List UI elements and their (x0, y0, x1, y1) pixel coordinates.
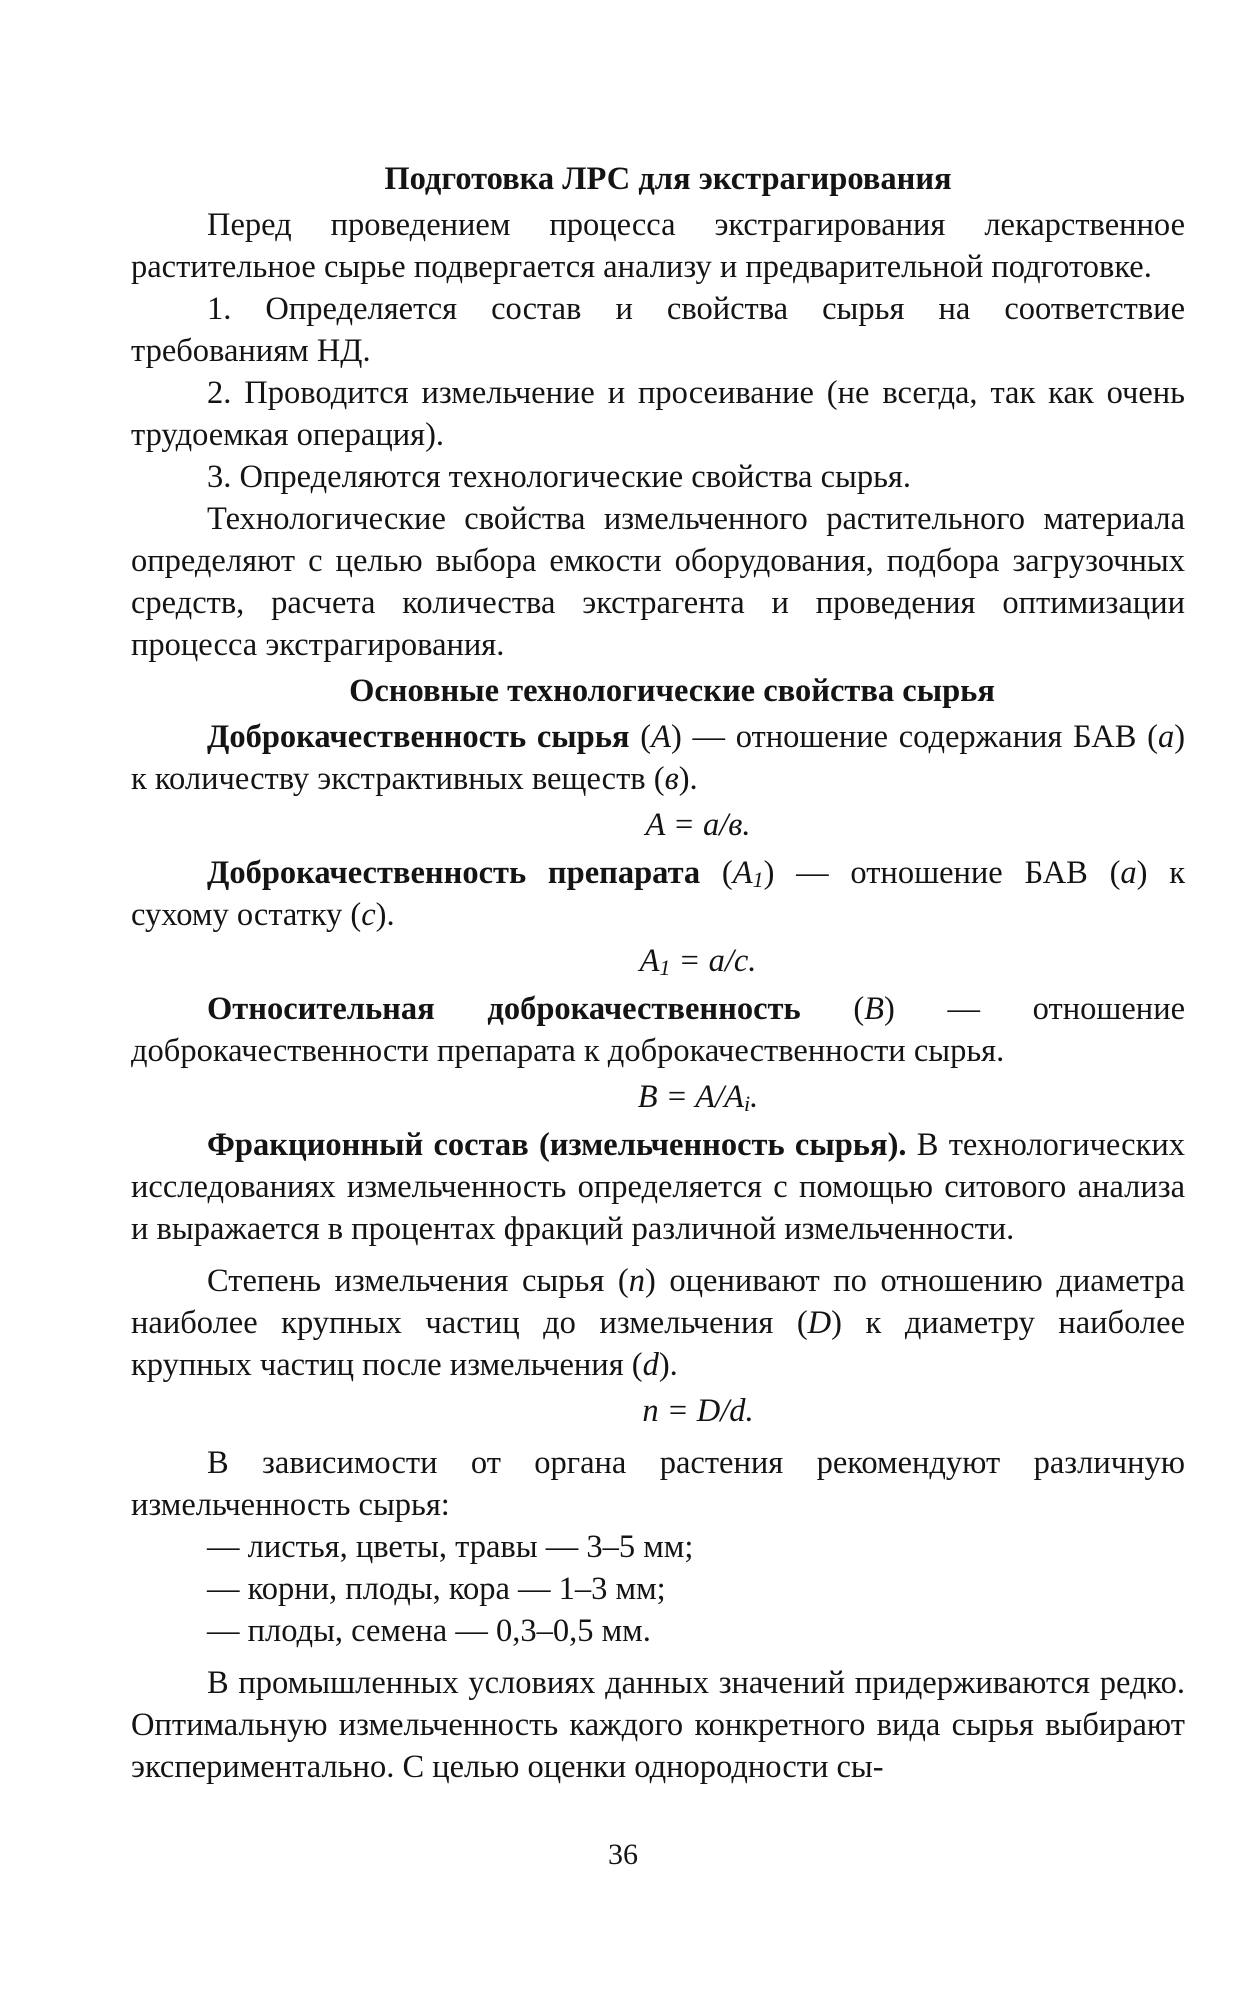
formula-part: B = A/A (637, 1079, 744, 1115)
page-content (131, 158, 1185, 1788)
paragraph-relative-quality: Относительная доброкачественность (B) — отношение доброкачественности препарата к доброкачественности сырья. (131, 991, 1186, 1069)
paragraph-prep-quality: Доброкачественность препарата $(A_1)$ — отношение БАВ (a) к сухому остатку (c). (131, 855, 1185, 933)
list-item-1: 1. Определяется состав и свойства сырья на соответствие требованиям НД. (131, 291, 1185, 369)
symbol-b: B (864, 991, 885, 1027)
text-part: Степень измельчения сырья ( (207, 1263, 629, 1299)
formula-relative-quality (131, 1076, 1185, 1118)
section-heading-preparation: Подготовка ЛРС для экстрагирования (384, 161, 952, 197)
symbol-subscript: 1 (752, 867, 764, 892)
var-b: в (664, 761, 679, 797)
page-number: 36 (608, 1838, 638, 1871)
paragraph-tech-properties: Технологические свойства измельченного растительного материала определяют с целью выбора емкости оборудования, подбора загрузочных средств, расчета количества экстрагента и проведения оптимизации процесса экстрагирования. (131, 501, 1185, 663)
text-part: ). (658, 1347, 678, 1383)
desc-part: ) к количеству экстрактивных веществ ( (131, 719, 1186, 797)
formula-part: . (750, 1079, 759, 1115)
paragraph-industrial: В промышленных условиях данных значений придерживаются редко. Оптимальную измельченность каждого конкретного вида сырья выбирают экспериментально. С целью оценки однородности сы- (131, 1665, 1185, 1785)
desc-part: — отношение содержания БАВ ( (692, 719, 1158, 755)
formula-part: = a/c. (670, 943, 757, 979)
symbol-letter: A (732, 855, 753, 891)
symbol-a: A (651, 719, 671, 755)
term-fraction: Фракционный состав (измельченность сырья). (207, 1127, 907, 1163)
var-D: D (807, 1305, 832, 1341)
var-a: a (1120, 855, 1137, 891)
formula-subscript: 1 (659, 955, 671, 980)
list-item-3: 3. Определяются технологические свойства сырья. (207, 459, 911, 495)
text-part: ) оценивают по отношению диаметра наиболее крупных частиц до измельчения ( (131, 1263, 1185, 1341)
var-n: n (628, 1263, 645, 1299)
formula-part: A (639, 943, 660, 979)
text-part: ) к диаметру наиболее крупных частиц после измельчения ( (131, 1305, 1185, 1383)
var-c: c (361, 897, 376, 933)
list-item: — листья, цветы, травы — 3–5 мм; (207, 1529, 694, 1565)
formula-subscript: i (743, 1091, 751, 1116)
symbol-a1 (733, 855, 764, 891)
list-item: — плоды, семена — 0,3–0,5 мм. (207, 1613, 651, 1649)
term-prep-quality: Доброкачественность препарата (207, 855, 701, 891)
desc-part: В технологических исследованиях измельченность определяется с помощью ситового анализа и выражается в процентах фракций различной измельченности. (131, 1127, 1186, 1247)
desc-part: — отношение БАВ ( (796, 855, 1121, 891)
term-relative-quality: Относительная доброкачественность (207, 991, 801, 1027)
desc-part: ). (678, 761, 698, 797)
paragraph-dependency: В зависимости от органа растения рекомендуют различную измельченность сырья: (131, 1445, 1185, 1523)
desc-part: ) к сухому остатку ( (131, 855, 1185, 933)
var-a: a (1157, 719, 1175, 755)
section-heading-properties: Основные технологические свойства сырья (349, 673, 995, 709)
desc-part: — отношение доброкачественности препарата к доброкачественности сырья. (131, 991, 1186, 1069)
formula-grinding-degree: n = D/d. (642, 1393, 754, 1429)
var-d: d (642, 1347, 659, 1383)
list-item-2: 2. Проводится измельчение и просеивание (не всегда, так как очень трудоемкая операция). (131, 375, 1185, 453)
paragraph-raw-quality: Доброкачественность сырья (A) — отношение содержания БАВ (a) к количеству экстрактивных веществ (в). (131, 719, 1186, 797)
paragraph-grinding-degree (131, 1260, 1185, 1386)
desc-part: ). (375, 897, 395, 933)
formula-raw-quality: A = a/в. (645, 807, 751, 843)
list-item: — корни, плоды, кора — 1–3 мм; (207, 1571, 666, 1607)
formula-prep-quality (131, 940, 1185, 982)
paragraph-fraction (131, 1124, 1185, 1250)
paragraph-intro: Перед проведением процесса экстрагирования лекарственное растительное сырье подвергается анализу и предварительной подготовке. (131, 207, 1185, 285)
term-raw-quality: Доброкачественность сырья (207, 719, 630, 755)
